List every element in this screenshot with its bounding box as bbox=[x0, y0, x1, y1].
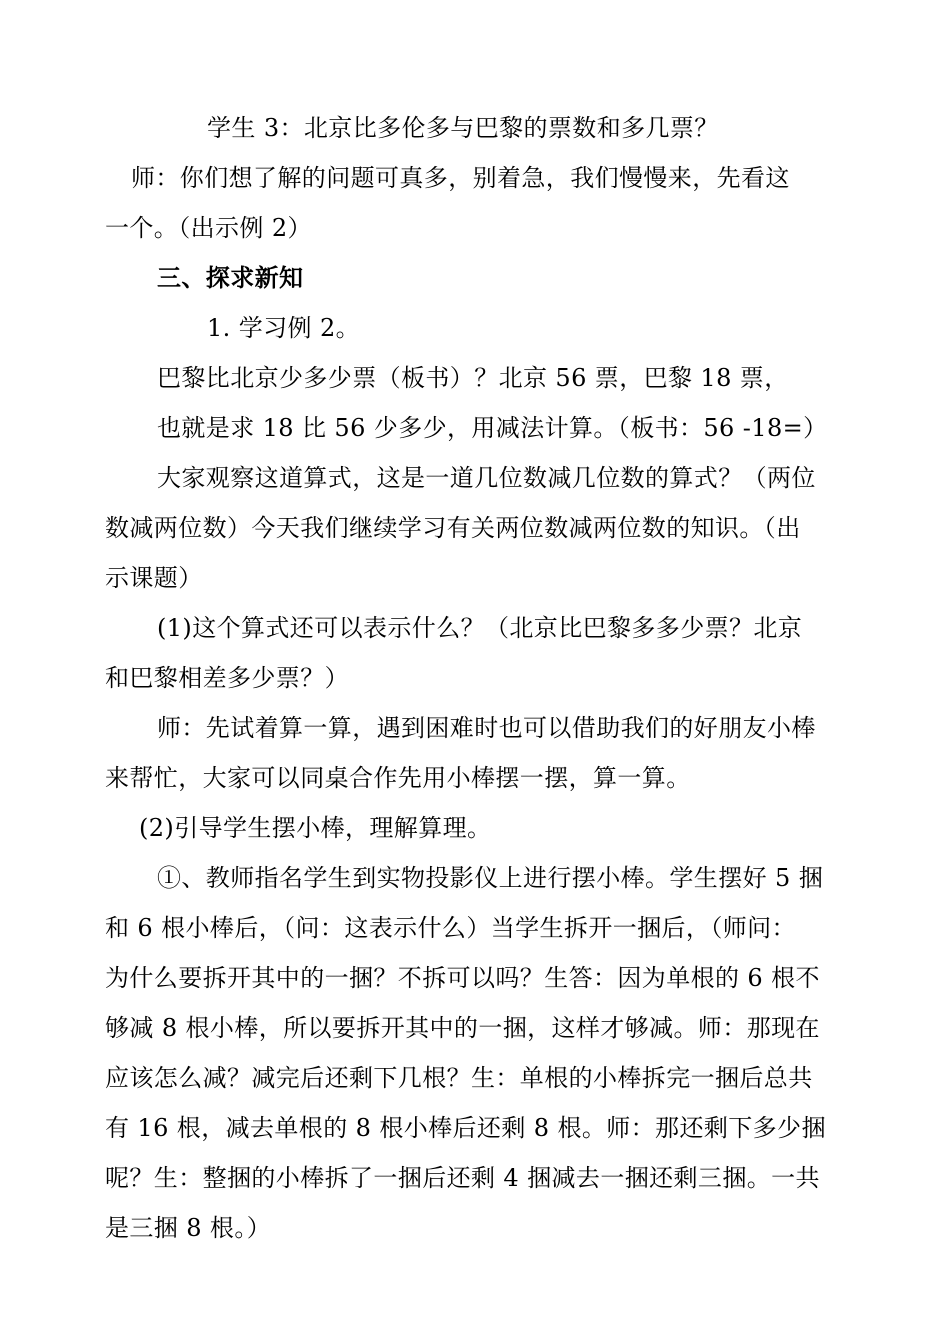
board-question-line: 巴黎比北京少多少票（板书）？北京 56 票，巴黎 18 票， bbox=[157, 364, 789, 392]
step-1-line-7: 呢？生：整捆的小棒拆了一捆后还剩 4 捆减去一捆还剩三捆。一共 bbox=[105, 1164, 820, 1192]
observe-paragraph-line-3: 示课题） bbox=[105, 564, 203, 592]
step-1-line-2: 和 6 根小棒后，（问：这表示什么）当学生拆开一捆后，（师问： bbox=[105, 914, 796, 942]
subtraction-formula-line: 也就是求 18 比 56 少多少，用减法计算。（板书：56 -18=） bbox=[157, 414, 828, 442]
observe-paragraph-line-2: 数减两位数）今天我们继续学习有关两位数减两位数的知识。（出 bbox=[105, 514, 801, 542]
step-1-line-4: 够减 8 根小棒，所以要拆开其中的一捆，这样才够减。师：那现在 bbox=[105, 1014, 820, 1042]
item-1-line-1: (1)这个算式还可以表示什么？（北京比巴黎多多少票？北京 bbox=[157, 614, 803, 642]
student-3-question: 学生 3：北京比多伦多与巴黎的票数和多几票？ bbox=[207, 114, 719, 142]
subsection-example-2: 1. 学习例 2。 bbox=[207, 314, 361, 342]
item-1-line-2: 和巴黎相差多少票？） bbox=[105, 664, 349, 692]
step-1-line-5: 应该怎么减？减完后还剩下几根？生：单根的小棒拆完一捆后总共 bbox=[105, 1064, 813, 1092]
teacher-remark-line-2: 一个。（出示例 2） bbox=[105, 214, 312, 242]
observe-paragraph-line-1: 大家观察这道算式，这是一道几位数减几位数的算式？（两位 bbox=[157, 464, 816, 492]
teacher-remark-line-1: 师：你们想了解的问题可真多，别着急，我们慢慢来，先看这 bbox=[131, 164, 790, 192]
item-2-guide: (2)引导学生摆小棒，理解算理。 bbox=[139, 814, 492, 842]
step-1-line-3: 为什么要拆开其中的一捆？不拆可以吗？生答：因为单根的 6 根不 bbox=[105, 964, 820, 992]
teacher-try-line-1: 师：先试着算一算，遇到困难时也可以借助我们的好朋友小棒 bbox=[157, 714, 816, 742]
step-1-line-1: ①、教师指名学生到实物投影仪上进行摆小棒。学生摆好 5 捆 bbox=[157, 864, 824, 892]
step-1-line-6: 有 16 根，减去单根的 8 根小棒后还剩 8 根。师：那还剩下多少捆 bbox=[105, 1114, 826, 1142]
teacher-try-line-2: 来帮忙，大家可以同桌合作先用小棒摆一摆，算一算。 bbox=[105, 764, 691, 792]
section-heading-explore: 三、探求新知 bbox=[157, 264, 304, 292]
step-1-line-8: 是三捆 8 根。） bbox=[105, 1214, 272, 1242]
